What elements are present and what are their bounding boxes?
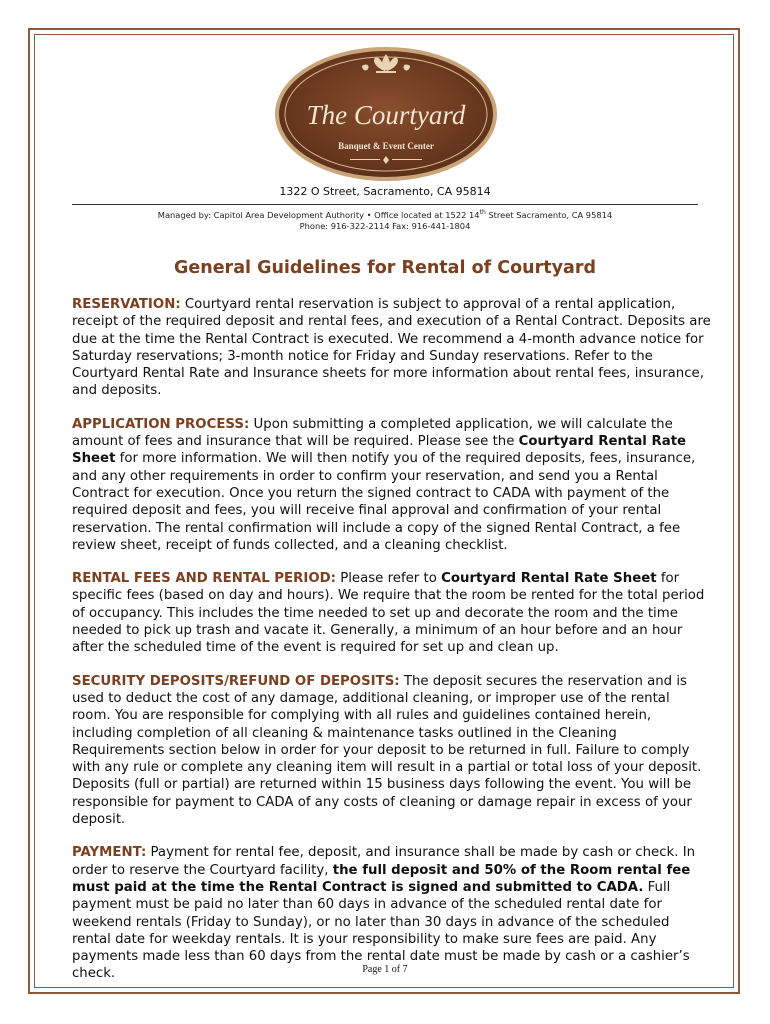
document-title: General Guidelines for Rental of Courtyard (174, 258, 596, 278)
section-rental-fees: RENTAL FEES AND RENTAL PERIOD: Please refer to Courtyard Rental Rate Sheet for specific fees (based on day and hours). We require that the room be rented for the total period of occupancy. This includes the time needed to set up and decorate the room and the time needed to pick up trash and vacate it. Generally, a minimum of an hour before and an hour after the scheduled time of the event is required for set up and clean up. (72, 571, 705, 656)
section-heading: RENTAL FEES AND RENTAL PERIOD: (72, 571, 336, 587)
section-heading: SECURITY DEPOSITS/REFUND OF DEPOSITS: (72, 673, 400, 689)
managed-by-line: Managed by: Capitol Area Development Authority • Office located at 1522 14th Street Sacramento, CA 95814 (157, 209, 613, 220)
management-info (0, 210, 770, 232)
section-heading: APPLICATION PROCESS: (72, 416, 250, 432)
courtyard-logo (272, 44, 500, 184)
section-payment: PAYMENT: Payment for rental fee, deposit, and insurance shall be made by cash or check. In order to reserve the Courtyard facility, the full deposit and 50% of the Room rental fee must paid at the time the Rental Contract is signed and submitted to CADA. Full payment must be paid no later than 60 days in advance of the scheduled rental date for weekend rentals (Friday to Sunday), or no later than 30 days in advance of the scheduled rental date for weekday rentals. It is your responsibility to make sure fees are paid. Any payments made less than 60 days from the rental date must be made by cash or a cashier’s check. (72, 845, 696, 982)
section-heading: RESERVATION: (72, 297, 181, 312)
section-heading: PAYMENT: (72, 845, 147, 861)
logo-title: The Courtyard (306, 100, 466, 130)
section-application-process: APPLICATION PROCESS: Upon submitting a completed application, we will calculate the amount of fees and insurance that will be required. Please see the Courtyard Rental Rate Sheet for more information. We will then notify you of the required deposits, fees, insurance, and any other requirements in order to confirm your reservation, and send you a Rental Contract for execution. Once you return the signed contract to CADA with payment of the required deposit and fees, you will receive final approval and confirmation of your rental reservation. The rental confirmation will include a copy of the signed Rental Contract, a fee review sheet, receipt of funds collected, and a cleaning checklist. (72, 416, 696, 553)
venue-address: 1322 O Street, Sacramento, CA 95814 (279, 185, 491, 198)
section-reservation: RESERVATION: Courtyard rental reservation is subject to approval of a rental application, receipt of the required deposit and rental fees, and execution of a Rental Contract. Deposits are due at the time the Rental Contract is executed. We recommend a 4-month advance notice for Saturday reservations; 3-month notice for Friday and Sunday reservations. Refer to the Courtyard Rental Rate and Insurance sheets for more information about rental fees, insurance, and deposits. (72, 297, 711, 399)
logo-subtitle: Banquet & Event Center (338, 141, 434, 151)
page-number: Page 1 of 7 (362, 964, 408, 975)
header-divider (72, 204, 698, 205)
section-security-deposits: SECURITY DEPOSITS/REFUND OF DEPOSITS: The deposit secures the reservation and is used to deduct the cost of any damage, additional cleaning, or improper use of the rental room. You are responsible for complying with all rules and guidelines contained herein, including completion of all cleaning & maintenance tasks outlined in the Cleaning Requirements section below in order for your deposit to be returned in full. Failure to comply with any rule or complete any cleaning item will result in a partial or total loss of your deposit. Deposits (full or partial) are returned within 15 business days following the event. You will be responsible for payment to CADA of any costs of cleaning or damage repair in excess of your deposit. (72, 673, 702, 828)
guidelines-body (72, 296, 712, 999)
contact-line: Phone: 916-322-2114 Fax: 916-441-1804 (299, 221, 471, 231)
